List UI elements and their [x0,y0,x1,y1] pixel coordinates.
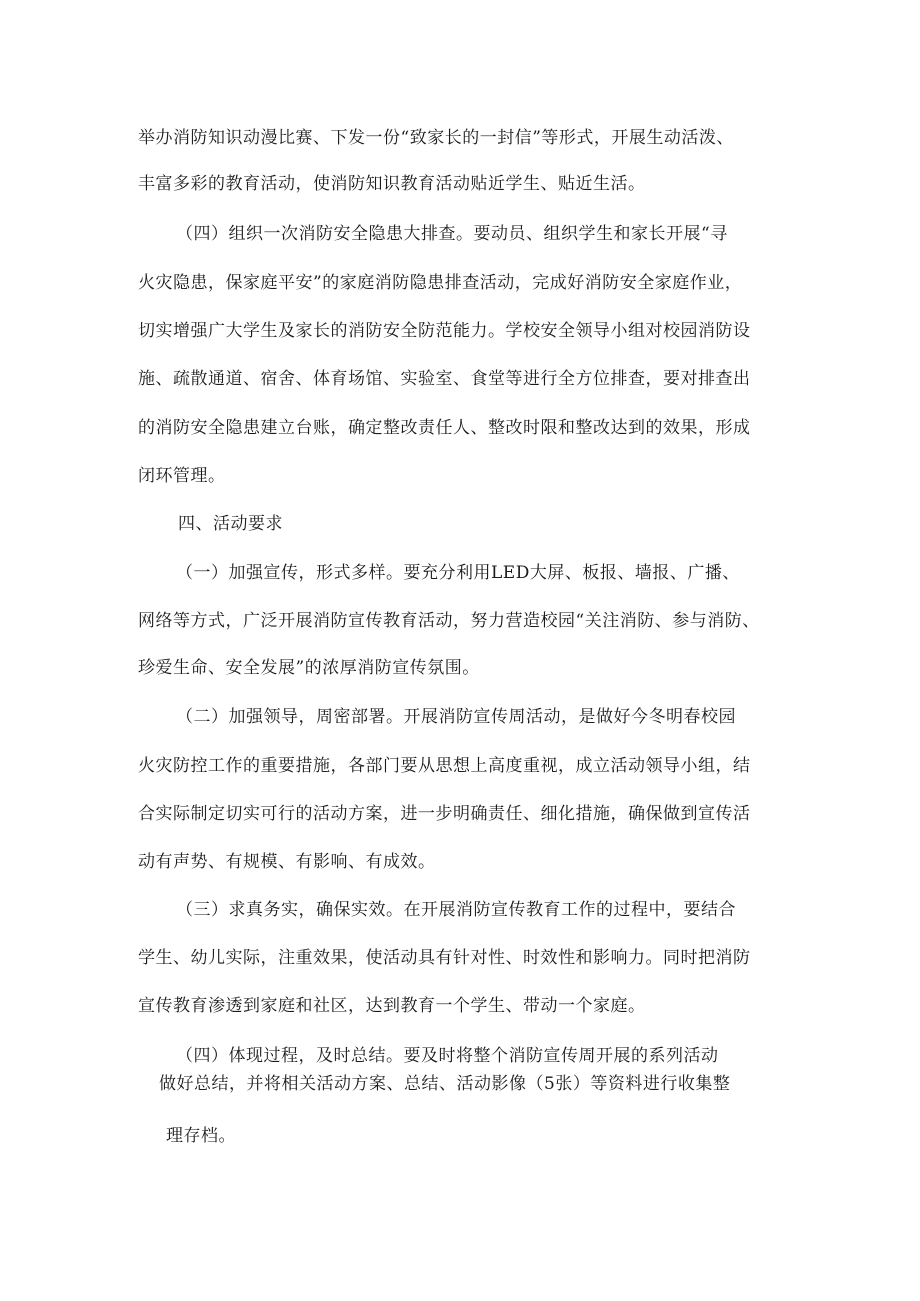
text-line: 切实增强广大学生及家长的消防安全防范能力。学校安全领导小组对校园消防设 [138,321,751,341]
text-line: 网络等方式，广泛开展消防宣传教育活动，努力营造校园“关注消防、参与消防、 [138,611,760,631]
text-line: 火灾防控工作的重要措施，各部门要从思想上高度重视，成立活动领导小组，结 [138,756,751,776]
text-line: 丰富多彩的教育活动，使消防知识教育活动贴近学生、贴近生活。 [138,174,646,194]
text-line: （四）体现过程，及时总结。要及时将整个消防宣传周开展的系列活动 [176,1046,719,1066]
text-line: 的消防安全隐患建立台账，确定整改责任人、整改时限和整改达到的效果，形成 [138,418,751,438]
text-line: 合实际制定切实可行的活动方案，进一步明确责任、细化措施，确保做到宣传活 [138,804,751,824]
text-line: 珍爱生命、安全发展”的浓厚消防宣传氛围。 [138,658,480,678]
text-line: 宣传教育渗透到家庭和社区，达到教育一个学生、带动一个家庭。 [138,996,646,1016]
text-line: 学生、幼儿实际，注重效果，使活动具有针对性、时效性和影响力。同时把消防 [138,948,751,968]
text-line: 施、疏散通道、宿舍、体育场馆、实验室、食堂等进行全方位排查，要对排查出 [138,369,751,389]
text-line: （三）求真务实，确保实效。在开展消防宣传教育工作的过程中，要结合 [176,900,736,920]
text-line: 举办消防知识动漫比赛、下发一份“致家长的一封信”等形式，开展生动活泼、 [138,128,734,148]
text-line: 火灾隐患，保家庭平安”的家庭消防隐患排查活动，完成好消防安全家庭作业， [138,273,743,293]
text-line: 闭环管理。 [138,466,226,486]
text-line: 动有声势、有规模、有影响、有成效。 [138,852,436,872]
text-line: （二）加强领导，周密部署。开展消防宣传周活动，是做好今冬明春校园 [176,707,736,727]
section-heading: 四、活动要求 [178,514,283,534]
text-line: 理存档。 [166,1126,236,1146]
text-line: （四）组织一次消防安全隐患大排查。要动员、组织学生和家长开展“寻 [176,224,728,244]
text-line: 做好总结，并将相关活动方案、总结、活动影像（5张）等资料进行收集整 [159,1074,731,1094]
text-line: （一）加强宣传，形式多样。要充分利用LED大屏、板报、墙报、广播、 [176,563,740,583]
